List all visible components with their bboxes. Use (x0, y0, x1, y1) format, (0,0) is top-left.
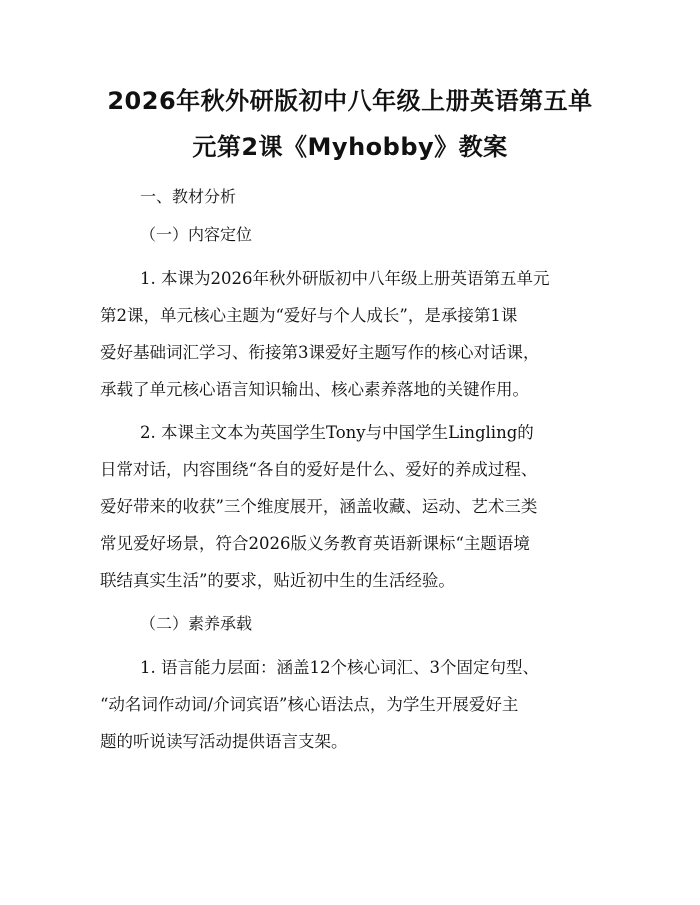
subsection-heading-competency: （二）素养承载 (140, 614, 253, 633)
section-heading-textbook-analysis: 一、教材分析 (140, 187, 237, 206)
paragraph-line: 1. 语言能力层面：涵盖12个核心词汇、3个固定句型、 (140, 658, 539, 677)
paragraph-competency-1 (100, 649, 600, 760)
paragraph-line: 2. 本课主文本为英国学生Tony与中国学生Lingling的 (140, 423, 534, 442)
document-body (100, 178, 600, 760)
paragraph-line: 题的听说读写活动提供语言支架。 (100, 732, 348, 751)
paragraph-line: 日常对话，内容围绕“各自的爱好是什么、爱好的养成过程、 (100, 460, 538, 479)
paragraph-content-positioning-1 (100, 260, 600, 408)
document-title (100, 78, 600, 170)
title-line-2: 元第2课《Myhobby》教案 (192, 133, 508, 161)
paragraph-line: 爱好基础词汇学习、衔接第3课爱好主题写作的核心对话课， (100, 343, 540, 362)
paragraph-line: 爱好带来的收获”三个维度展开，涵盖收藏、运动、艺术三类 (100, 497, 538, 516)
paragraph-line: “动名词作动词/介词宾语”核心语法点，为学生开展爱好主 (100, 695, 519, 714)
paragraph-line: 常见爱好场景，符合2026版义务教育英语新课标“主题语境 (100, 534, 530, 553)
title-line-1: 2026年秋外研版初中八年级上册英语第五单 (107, 87, 593, 115)
paragraph-line: 1. 本课为2026年秋外研版初中八年级上册英语第五单元 (140, 269, 550, 288)
paragraph-line: 第2课，单元核心主题为“爱好与个人成长”，是承接第1课 (100, 306, 518, 325)
paragraph-line: 承载了单元核心语言知识输出、核心素养落地的关键作用。 (100, 380, 529, 399)
paragraph-content-positioning-2 (100, 414, 600, 599)
paragraph-line: 联结真实生活”的要求，贴近初中生的生活经验。 (100, 571, 455, 590)
subsection-heading-content-positioning: （一）内容定位 (140, 225, 253, 244)
